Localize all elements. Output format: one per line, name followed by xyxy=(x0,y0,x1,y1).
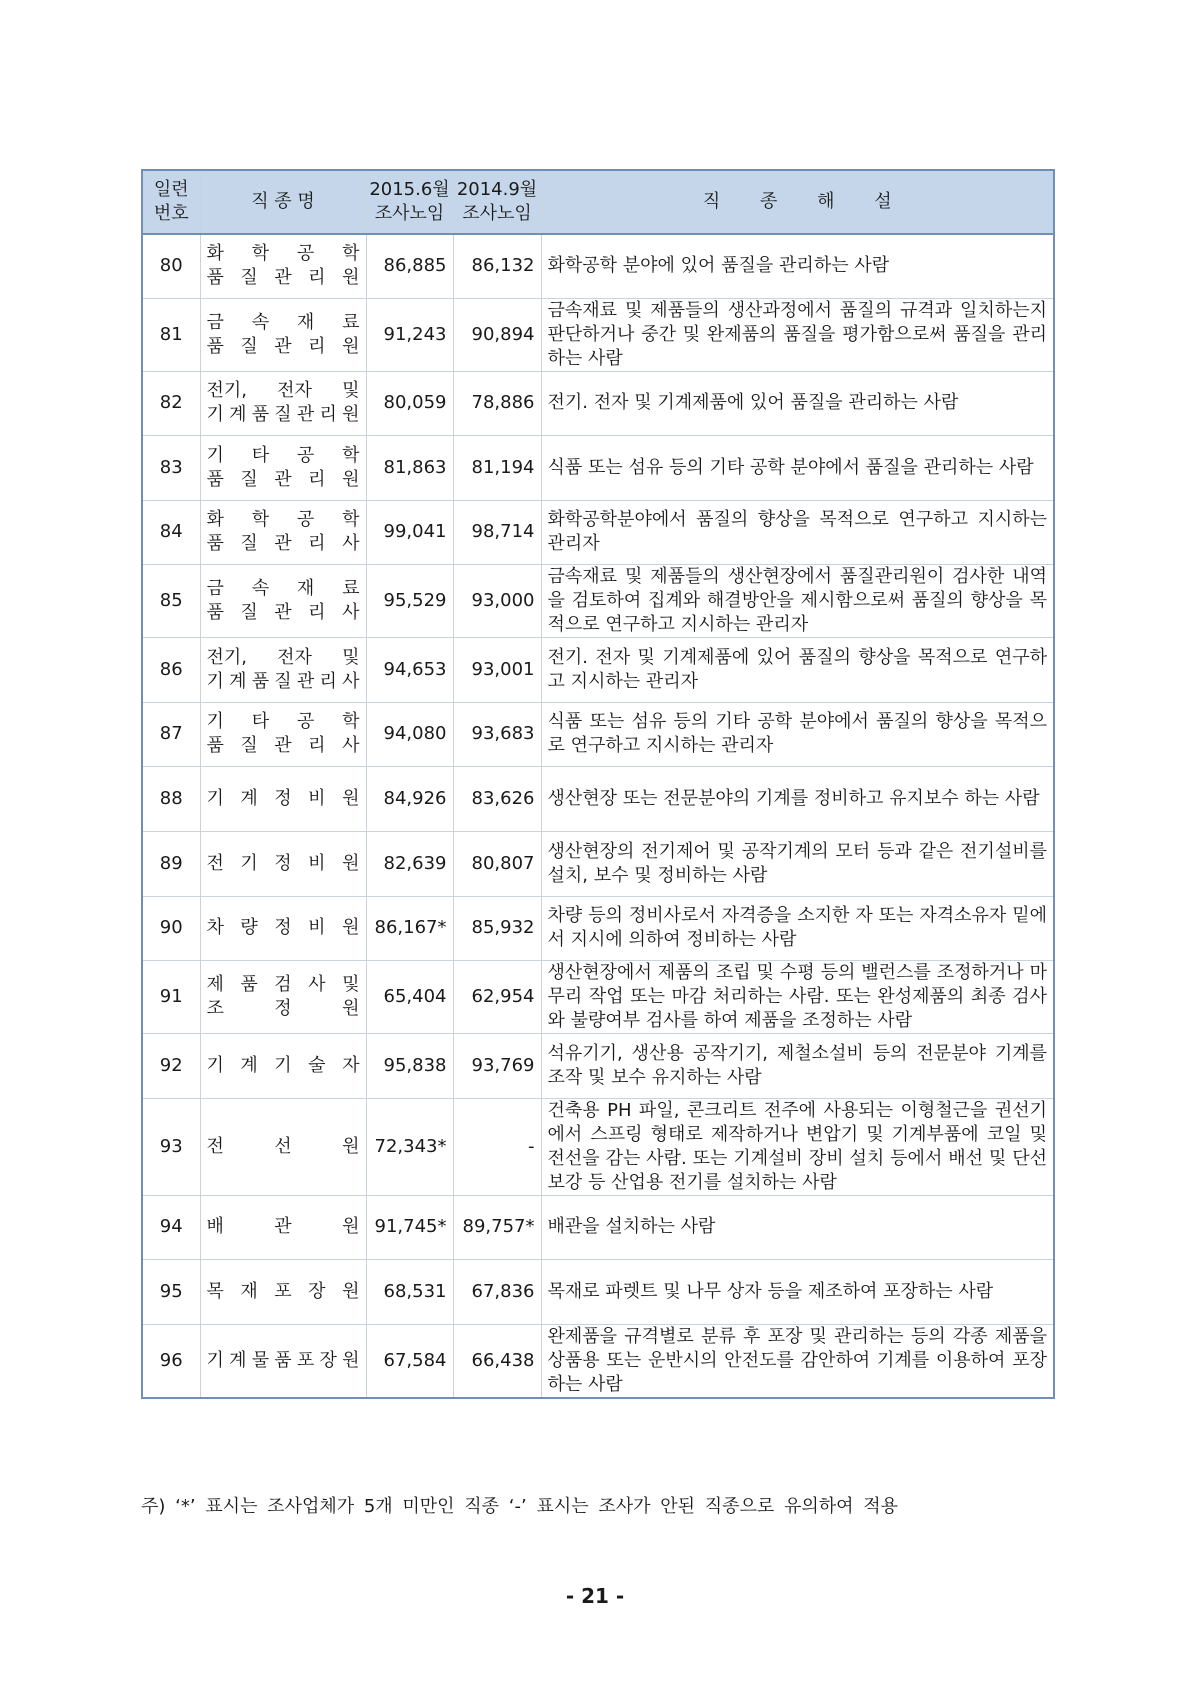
row-serial-number: 94 xyxy=(142,1195,200,1259)
job-name-line-2: 기 계 품 질 관 리 사 xyxy=(206,670,360,692)
table-row xyxy=(142,234,1054,298)
row-2015-wage: 80,059 xyxy=(366,371,453,435)
row-job-name xyxy=(200,435,366,500)
table-row xyxy=(142,702,1054,766)
header-2014-wage: 2014.9월 조사노임 xyxy=(453,170,541,234)
row-job-description: 배관을 설치하는 사람 xyxy=(541,1195,1054,1259)
row-2015-wage: 95,838 xyxy=(366,1033,453,1098)
row-serial-number: 89 xyxy=(142,831,200,896)
row-2015-wage: 99,041 xyxy=(366,500,453,564)
row-serial-number: 82 xyxy=(142,371,200,435)
row-job-description: 화학공학 분야에 있어 품질을 관리하는 사람 xyxy=(541,234,1054,298)
table-row xyxy=(142,298,1054,371)
row-job-name xyxy=(200,766,366,831)
job-name-line-1: 전기, 전자 및 xyxy=(206,380,360,401)
table-row xyxy=(142,1098,1054,1195)
job-name-line-2: 기 계 품 질 관 리 원 xyxy=(206,404,360,425)
job-name-line-1: 제 품 검 사 및 xyxy=(206,973,360,995)
row-job-name xyxy=(200,1195,366,1259)
job-name-line-2: 품 질 관 리 사 xyxy=(206,735,360,756)
row-2014-wage: 86,132 xyxy=(453,234,541,298)
row-job-name xyxy=(200,637,366,702)
row-2015-wage: 82,639 xyxy=(366,831,453,896)
row-serial-number: 84 xyxy=(142,500,200,564)
row-serial-number: 90 xyxy=(142,896,200,960)
row-2014-wage: 78,886 xyxy=(453,371,541,435)
row-job-description: 완제품을 규격별로 분류 후 포장 및 관리하는 등의 각종 제품을 상품용 또는 운반시의 안전도를 감안하여 기계를 이용하여 포장하는 사람 xyxy=(541,1324,1054,1398)
row-serial-number: 81 xyxy=(142,298,200,371)
row-2015-wage: 91,243 xyxy=(366,298,453,371)
row-2014-wage: 66,438 xyxy=(453,1324,541,1398)
row-job-description: 석유기기, 생산용 공작기기, 제철소설비 등의 전문분야 기계를 조작 및 보수 유지하는 사람 xyxy=(541,1033,1054,1098)
row-2015-wage: 94,653 xyxy=(366,637,453,702)
row-job-description: 금속재료 및 제품들의 생산과정에서 품질의 규격과 일치하는지 판단하거나 중간 및 완제품의 품질을 평가함으로써 품질을 관리하는 사람 xyxy=(541,298,1054,371)
job-name-line-2: 조 정 원 xyxy=(206,997,360,1019)
row-job-description: 차량 등의 정비사로서 자격증을 소지한 자 또는 자격소유자 밑에서 지시에 의하여 정비하는 사람 xyxy=(541,896,1054,960)
row-2014-wage: 93,683 xyxy=(453,702,541,766)
job-name-line-1: 기 계 물 품 포 장 원 xyxy=(206,1349,360,1371)
row-serial-number: 92 xyxy=(142,1033,200,1098)
row-2014-wage: 62,954 xyxy=(453,960,541,1033)
row-serial-number: 87 xyxy=(142,702,200,766)
header-job-description xyxy=(541,170,1054,234)
row-serial-number: 85 xyxy=(142,564,200,637)
row-2014-wage: 81,194 xyxy=(453,435,541,500)
row-job-description: 목재로 파렛트 및 나무 상자 등을 제조하여 포장하는 사람 xyxy=(541,1259,1054,1324)
header-serial-number: 일련 번호 xyxy=(142,170,200,234)
table-header-row xyxy=(142,170,1054,234)
row-2014-wage: 93,000 xyxy=(453,564,541,637)
row-2014-wage: 98,714 xyxy=(453,500,541,564)
job-name-line-1: 배 관 원 xyxy=(206,1216,360,1237)
page-number: - 21 - xyxy=(565,1584,625,1608)
job-name-line-2: 품 질 관 리 원 xyxy=(206,335,360,357)
row-job-description: 생산현장 또는 전문분야의 기계를 정비하고 유지보수 하는 사람 xyxy=(541,766,1054,831)
row-2015-wage: 95,529 xyxy=(366,564,453,637)
header-2015-wage: 2015.6월 조사노임 xyxy=(366,170,453,234)
row-2014-wage: 93,769 xyxy=(453,1033,541,1098)
row-job-name xyxy=(200,1324,366,1398)
row-serial-number: 88 xyxy=(142,766,200,831)
header-job-description-text: 직 종 해 설 xyxy=(702,191,892,212)
row-job-name xyxy=(200,831,366,896)
wage-table xyxy=(141,169,1055,1399)
row-2015-wage: 91,745* xyxy=(366,1195,453,1259)
row-2014-wage: 93,001 xyxy=(453,637,541,702)
table-row xyxy=(142,1324,1054,1398)
row-serial-number: 95 xyxy=(142,1259,200,1324)
job-name-line-1: 기 타 공 학 xyxy=(206,711,360,732)
row-job-name xyxy=(200,1033,366,1098)
row-serial-number: 80 xyxy=(142,234,200,298)
row-2014-wage: 90,894 xyxy=(453,298,541,371)
job-name-line-2: 품 질 관 리 사 xyxy=(206,601,360,623)
job-name-line-1: 화 학 공 학 xyxy=(206,509,360,530)
row-serial-number: 83 xyxy=(142,435,200,500)
table-row xyxy=(142,766,1054,831)
job-name-line-2: 품 질 관 리 원 xyxy=(206,468,360,490)
row-serial-number: 86 xyxy=(142,637,200,702)
table-row xyxy=(142,500,1054,564)
row-2014-wage: 80,807 xyxy=(453,831,541,896)
row-job-description: 금속재료 및 제품들의 생산현장에서 품질관리원이 검사한 내역을 검토하여 집계와 해결방안을 제시함으로써 품질의 향상을 목적으로 연구하고 지시하는 관리자 xyxy=(541,564,1054,637)
job-name-line-1: 기 계 정 비 원 xyxy=(206,787,360,809)
row-2015-wage: 94,080 xyxy=(366,702,453,766)
job-name-line-1: 금 속 재 료 xyxy=(206,577,360,599)
job-name-line-1: 금 속 재 료 xyxy=(206,311,360,333)
row-2015-wage: 68,531 xyxy=(366,1259,453,1324)
row-2015-wage: 86,167* xyxy=(366,896,453,960)
header-job-name xyxy=(200,170,366,234)
table-row xyxy=(142,1195,1054,1259)
row-job-description: 전기. 전자 및 기계제품에 있어 품질을 관리하는 사람 xyxy=(541,371,1054,435)
row-2015-wage: 86,885 xyxy=(366,234,453,298)
row-job-description: 전기. 전자 및 기계제품에 있어 품질의 향상을 목적으로 연구하고 지시하는 관리자 xyxy=(541,637,1054,702)
row-job-description: 식품 또는 섬유 등의 기타 공학 분야에서 품질을 관리하는 사람 xyxy=(541,435,1054,500)
row-job-description: 건축용 PH 파일, 콘크리트 전주에 사용되는 이형철근을 권선기에서 스프링 형태로 제작하거나 변압기 및 기계부품에 코일 및 전선을 감는 사람. 또는 기계설비 장비 설치 등에서 배선 및 단선보강 등 산업용 전기를 설치하는 사람 xyxy=(541,1098,1054,1195)
row-serial-number: 93 xyxy=(142,1098,200,1195)
row-job-description: 생산현장에서 제품의 조립 및 수평 등의 밸런스를 조정하거나 마무리 작업 또는 마감 처리하는 사람. 또는 완성제품의 최종 검사와 불량여부 검사를 하여 제품을 조정하는 사람 xyxy=(541,960,1054,1033)
job-name-line-1: 기 계 기 술 자 xyxy=(206,1054,360,1076)
row-job-name xyxy=(200,702,366,766)
row-job-name xyxy=(200,1098,366,1195)
table-row xyxy=(142,564,1054,637)
job-name-line-1: 기 타 공 학 xyxy=(206,444,360,466)
job-name-line-1: 화 학 공 학 xyxy=(206,243,360,265)
row-2015-wage: 81,863 xyxy=(366,435,453,500)
job-name-line-1: 전기, 전자 및 xyxy=(206,646,360,668)
row-job-description: 생산현장의 전기제어 및 공작기계의 모터 등과 같은 전기설비를 설치, 보수 및 정비하는 사람 xyxy=(541,831,1054,896)
row-job-name xyxy=(200,896,366,960)
row-2015-wage: 72,343* xyxy=(366,1098,453,1195)
table-row xyxy=(142,435,1054,500)
row-job-description: 화학공학분야에서 품질의 향상을 목적으로 연구하고 지시하는 관리자 xyxy=(541,500,1054,564)
table-row xyxy=(142,371,1054,435)
table-row xyxy=(142,831,1054,896)
table-row xyxy=(142,960,1054,1033)
footnote: 주) ‘*’ 표시는 조사업체가 5개 미만인 직종 ‘-’ 표시는 조사가 안된 직종으로 유의하여 적용 xyxy=(141,1496,899,1517)
job-name-line-1: 전 선 원 xyxy=(206,1135,360,1157)
row-2014-wage: - xyxy=(453,1098,541,1195)
row-job-description: 식품 또는 섬유 등의 기타 공학 분야에서 품질의 향상을 목적으로 연구하고 지시하는 관리자 xyxy=(541,702,1054,766)
job-name-line-2: 품 질 관 리 원 xyxy=(206,267,360,289)
row-2015-wage: 65,404 xyxy=(366,960,453,1033)
row-2014-wage: 85,932 xyxy=(453,896,541,960)
row-job-name xyxy=(200,564,366,637)
table-body xyxy=(142,234,1054,1398)
job-name-line-1: 차 량 정 비 원 xyxy=(206,917,360,938)
table-row xyxy=(142,1033,1054,1098)
row-2015-wage: 84,926 xyxy=(366,766,453,831)
row-job-name xyxy=(200,1259,366,1324)
row-job-name xyxy=(200,500,366,564)
header-job-name-text: 직 종 명 xyxy=(251,191,315,212)
table-row xyxy=(142,1259,1054,1324)
row-job-name xyxy=(200,298,366,371)
row-job-name xyxy=(200,371,366,435)
row-2014-wage: 67,836 xyxy=(453,1259,541,1324)
table-row xyxy=(142,637,1054,702)
row-job-name xyxy=(200,234,366,298)
job-name-line-1: 목 재 포 장 원 xyxy=(206,1280,360,1302)
job-name-line-2: 품 질 관 리 사 xyxy=(206,533,360,554)
row-serial-number: 91 xyxy=(142,960,200,1033)
row-2014-wage: 89,757* xyxy=(453,1195,541,1259)
row-serial-number: 96 xyxy=(142,1324,200,1398)
job-name-line-1: 전 기 정 비 원 xyxy=(206,852,360,874)
row-2014-wage: 83,626 xyxy=(453,766,541,831)
row-job-name xyxy=(200,960,366,1033)
row-2015-wage: 67,584 xyxy=(366,1324,453,1398)
table-row xyxy=(142,896,1054,960)
